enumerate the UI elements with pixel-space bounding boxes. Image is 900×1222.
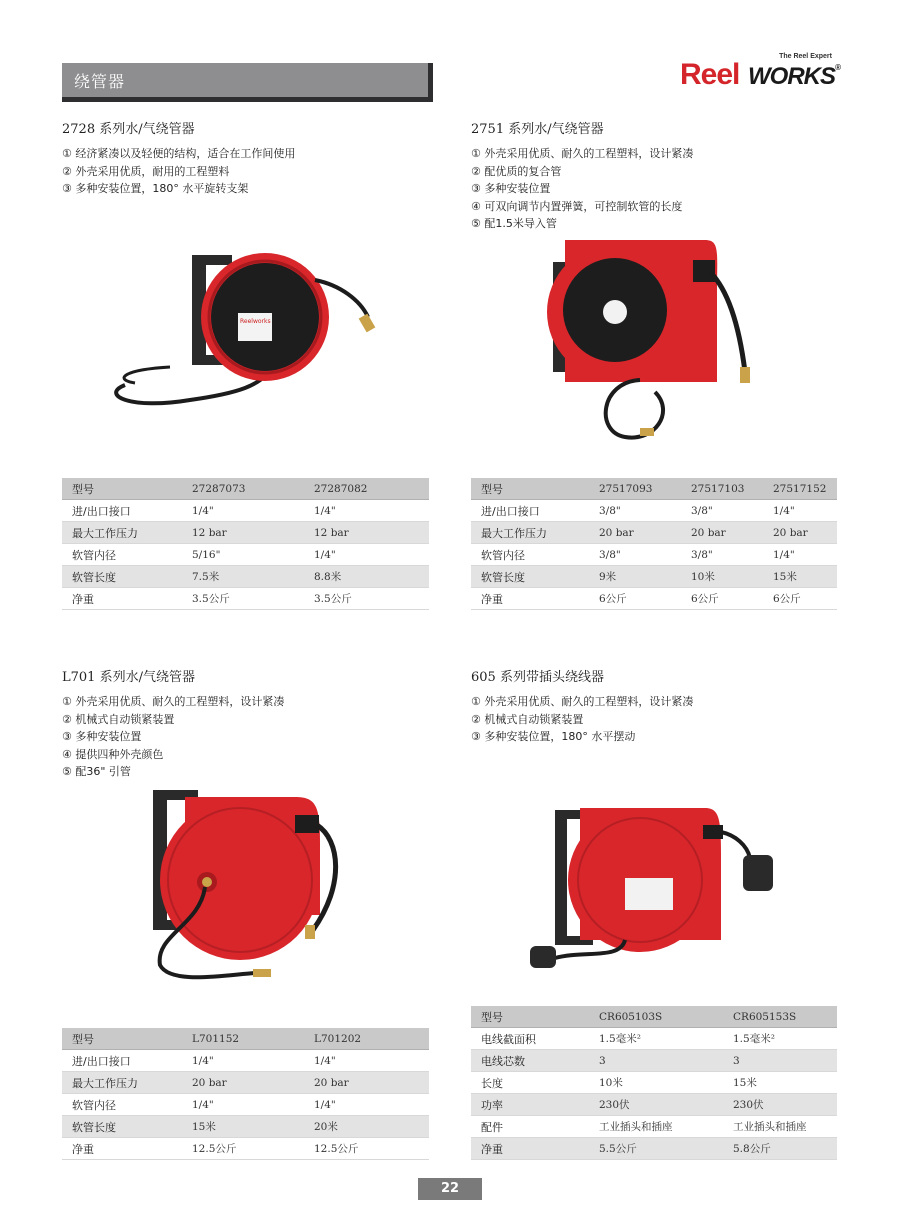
table-cell: 230伏 [723, 1094, 837, 1116]
table-cell: 27517152 [763, 478, 837, 500]
table-row [471, 1138, 837, 1160]
feature-item: ① 经济紧凑以及轻便的结构，适合在工作间使用 [62, 147, 296, 160]
table-cell: 3.5公斤 [182, 588, 304, 610]
table-cell: 1/4" [304, 1094, 429, 1116]
table-cell: 20 bar [763, 522, 837, 544]
product-2751-section [471, 118, 841, 233]
table-cell: 工业插头和插座 [589, 1116, 723, 1138]
table-cell: L701202 [304, 1028, 429, 1050]
table-row [471, 1116, 837, 1138]
table-cell: 功率 [471, 1094, 589, 1116]
table-cell: 20 bar [304, 1072, 429, 1094]
feature-item: ② 外壳采用优质，耐用的工程塑料 [62, 164, 230, 178]
table-cell: 7.5米 [182, 566, 304, 588]
product-2728-section [62, 118, 432, 198]
feature-item: ⑤ 配1.5米导入管 [471, 217, 557, 230]
table-cell: 9米 [589, 566, 681, 588]
table-cell: 1/4" [763, 544, 837, 566]
table-cell: 电线截面积 [471, 1028, 589, 1050]
table-cell: 软管长度 [62, 1116, 182, 1138]
table-cell: 6公斤 [589, 588, 681, 610]
table-cell: 230伏 [589, 1094, 723, 1116]
logo-reel-text: Reel [680, 58, 740, 91]
table-cell: 软管长度 [471, 566, 589, 588]
table-cell: 20 bar [681, 522, 763, 544]
feature-item: ③ 多种安装位置，180° 水平旋转支架 [62, 182, 249, 195]
table-cell: L701152 [182, 1028, 304, 1050]
table-row [62, 1116, 429, 1138]
table-row [62, 478, 429, 500]
table-row [471, 1028, 837, 1050]
reelworks-logo [680, 52, 840, 96]
table-cell: 型号 [471, 1006, 589, 1028]
feature-list [471, 145, 841, 233]
table-row [471, 1050, 837, 1072]
table-cell: 型号 [62, 1028, 182, 1050]
product-title: 2728 系列水/气绕管器 [62, 122, 195, 137]
feature-item: ③ 多种安装位置 [62, 730, 142, 743]
table-row [471, 544, 837, 566]
table-row [471, 522, 837, 544]
feature-list [62, 145, 432, 198]
feature-item: ② 机械式自动锁紧装置 [471, 712, 584, 726]
table-cell: 1/4" [763, 500, 837, 522]
table-cell: 软管长度 [62, 566, 182, 588]
table-cell: 15米 [182, 1116, 304, 1138]
table-cell: 进/出口接口 [471, 500, 589, 522]
product-l701-section [62, 666, 432, 781]
feature-item: ③ 多种安装位置，180° 水平摆动 [471, 730, 636, 743]
section-header-bar [62, 63, 433, 102]
product-title: 605 系列带插头绕线器 [471, 670, 604, 685]
spec-table-2728 [62, 478, 429, 610]
feature-item: ① 外壳采用优质、耐久的工程塑料，设计紧凑 [471, 147, 694, 160]
table-cell: 1/4" [304, 1050, 429, 1072]
table-cell: 15米 [763, 566, 837, 588]
table-cell: 最大工作压力 [62, 522, 182, 544]
table-row [471, 1006, 837, 1028]
table-row [471, 1072, 837, 1094]
table-cell: 型号 [471, 478, 589, 500]
table-cell: 最大工作压力 [471, 522, 589, 544]
table-cell: 27517103 [681, 478, 763, 500]
table-row [62, 1050, 429, 1072]
table-cell: 进/出口接口 [62, 500, 182, 522]
table-cell: 1/4" [304, 500, 429, 522]
feature-list [62, 693, 432, 781]
table-row [471, 566, 837, 588]
table-cell: 3 [723, 1050, 837, 1072]
feature-item: ④ 提供四种外壳颜色 [62, 747, 164, 761]
table-cell: 软管内径 [62, 544, 182, 566]
table-cell: 1/4" [304, 544, 429, 566]
spec-table-605 [471, 1006, 837, 1160]
table-row [62, 500, 429, 522]
spec-table-l701 [62, 1028, 429, 1160]
table-cell: 3/8" [681, 544, 763, 566]
feature-item: ② 机械式自动锁紧装置 [62, 712, 175, 726]
table-cell: 配件 [471, 1116, 589, 1138]
table-cell: 27287082 [304, 478, 429, 500]
table-cell: 净重 [471, 588, 589, 610]
table-cell: 1/4" [182, 500, 304, 522]
feature-item: ① 外壳采用优质、耐久的工程塑料，设计紧凑 [62, 695, 285, 708]
table-cell: 6公斤 [763, 588, 837, 610]
feature-item: ① 外壳采用优质、耐久的工程塑料，设计紧凑 [471, 695, 694, 708]
table-row [62, 544, 429, 566]
product-title: L701 系列水/气绕管器 [62, 670, 195, 685]
table-cell: 最大工作压力 [62, 1072, 182, 1094]
table-cell: 3/8" [681, 500, 763, 522]
table-cell: 进/出口接口 [62, 1050, 182, 1072]
table-row [471, 1094, 837, 1116]
reel-label-text: Reelworks [240, 318, 271, 325]
table-cell: 12.5公斤 [182, 1138, 304, 1160]
table-cell: 27287073 [182, 478, 304, 500]
table-cell: 5.5公斤 [589, 1138, 723, 1160]
logo-tagline: The Reel Expert [779, 53, 832, 60]
table-cell: CR605153S [723, 1006, 837, 1028]
table-cell: 1/4" [182, 1094, 304, 1116]
table-row [62, 522, 429, 544]
table-row [62, 1094, 429, 1116]
table-row [471, 478, 837, 500]
table-cell: 10米 [681, 566, 763, 588]
table-cell: 5.8公斤 [723, 1138, 837, 1160]
feature-item: ② 配优质的复合管 [471, 164, 562, 178]
table-cell: 6公斤 [681, 588, 763, 610]
table-cell: 电线芯数 [471, 1050, 589, 1072]
table-cell: 20 bar [589, 522, 681, 544]
cable-reel-605-image [525, 800, 785, 980]
table-cell: 1.5毫米² [723, 1028, 837, 1050]
hose-reel-l701-image [145, 785, 355, 990]
table-cell: 27517093 [589, 478, 681, 500]
feature-list [471, 693, 841, 746]
product-title: 2751 系列水/气绕管器 [471, 122, 604, 137]
table-cell: 长度 [471, 1072, 589, 1094]
table-cell: 12 bar [304, 522, 429, 544]
table-cell: 1.5毫米² [589, 1028, 723, 1050]
table-cell: 5/16" [182, 544, 304, 566]
table-row [471, 500, 837, 522]
table-cell: 12 bar [182, 522, 304, 544]
table-cell: 软管内径 [62, 1094, 182, 1116]
table-cell: 1/4" [182, 1050, 304, 1072]
table-cell: 10米 [589, 1072, 723, 1094]
table-cell: 8.8米 [304, 566, 429, 588]
section-header-title: 绕管器 [74, 72, 126, 91]
table-cell: 20米 [304, 1116, 429, 1138]
table-cell: 工业插头和插座 [723, 1116, 837, 1138]
feature-item: ⑤ 配36" 引管 [62, 765, 131, 778]
table-row [62, 1072, 429, 1094]
table-row [62, 566, 429, 588]
page-number: 22 [418, 1178, 482, 1200]
table-cell: 型号 [62, 478, 182, 500]
product-605-section [471, 666, 841, 746]
table-row [62, 1028, 429, 1050]
table-cell: CR605103S [589, 1006, 723, 1028]
hose-reel-2751-image [545, 232, 775, 452]
table-cell: 3/8" [589, 544, 681, 566]
table-cell: 3.5公斤 [304, 588, 429, 610]
table-cell: 12.5公斤 [304, 1138, 429, 1160]
feature-item: ④ 可双向调节内置弹簧，可控制软管的长度 [471, 199, 683, 213]
table-cell: 20 bar [182, 1072, 304, 1094]
table-cell: 3 [589, 1050, 723, 1072]
table-cell: 净重 [62, 588, 182, 610]
table-cell: 软管内径 [471, 544, 589, 566]
hose-reel-2728-image [110, 245, 390, 415]
table-row [471, 588, 837, 610]
table-cell: 净重 [471, 1138, 589, 1160]
table-row [62, 1138, 429, 1160]
table-cell: 3/8" [589, 500, 681, 522]
table-cell: 净重 [62, 1138, 182, 1160]
feature-item: ③ 多种安装位置 [471, 182, 551, 195]
table-cell: 15米 [723, 1072, 837, 1094]
table-row [62, 588, 429, 610]
logo-works-text: WORKS® [748, 63, 840, 90]
spec-table-2751 [471, 478, 837, 610]
